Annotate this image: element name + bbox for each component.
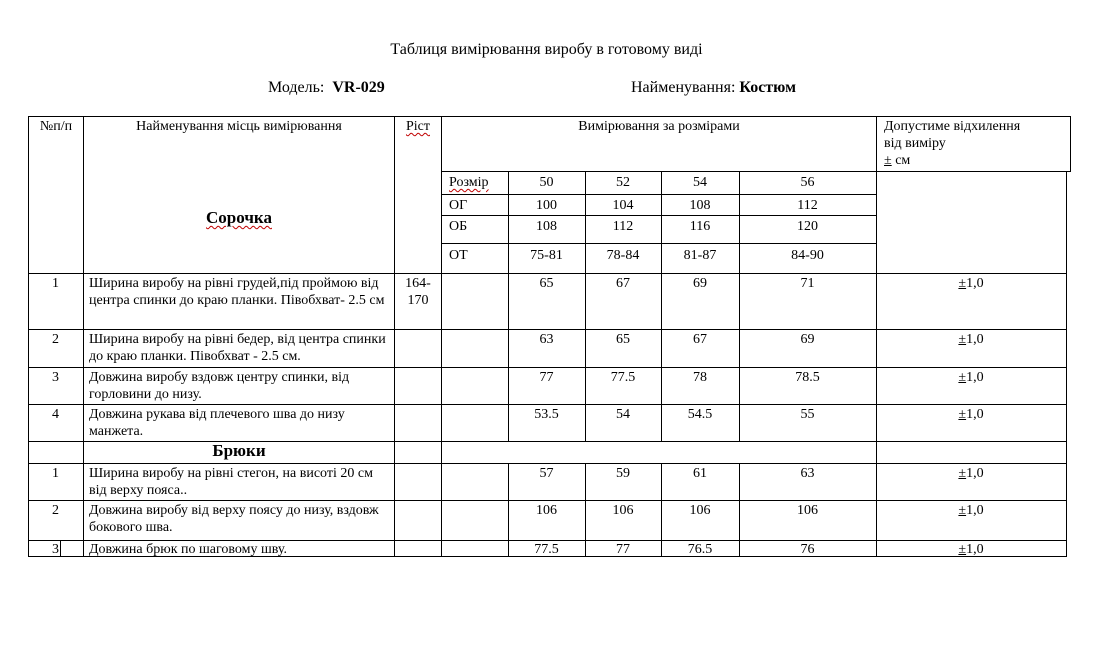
height-value: 170 <box>407 293 429 308</box>
row-tolerance <box>876 465 1066 482</box>
grid-row-label: ОТ <box>449 248 468 263</box>
row-description: Довжина виробу вздовж центру спинки, від горловини до низу. <box>89 370 350 402</box>
row-value: 54 <box>616 407 630 422</box>
row-value: 77.5 <box>610 370 636 385</box>
plus-minus-sign: ± <box>958 276 967 291</box>
row-value: 77.5 <box>534 542 559 557</box>
row-tolerance <box>876 406 1066 423</box>
size-value: 50 <box>539 175 554 190</box>
row-tolerance <box>876 502 1066 519</box>
table-rule <box>28 367 1067 368</box>
table-rule <box>441 116 442 557</box>
table-rule <box>1066 171 1067 557</box>
grid-value: 75-81 <box>530 248 563 263</box>
size-value: 56 <box>800 175 815 190</box>
row-number: 1 <box>52 276 59 291</box>
row-number: 1 <box>52 466 59 481</box>
table-rule <box>28 500 1067 501</box>
tolerance-value: 1,0 <box>966 542 984 557</box>
row-value: 63 <box>800 466 815 481</box>
row-value: 65 <box>616 332 630 347</box>
header-sizes: Вимірювання за розмірами <box>578 119 740 134</box>
row-value: 55 <box>800 407 815 422</box>
row-value: 76 <box>800 542 815 557</box>
grid-value: 112 <box>797 198 818 213</box>
row-description: Довжина брюк по шаговому шву. <box>89 542 288 557</box>
header-tolerance: Допустиме відхилення <box>884 119 1021 134</box>
row-value: 106 <box>797 503 818 518</box>
row-value: 77 <box>616 542 630 557</box>
table-rule <box>83 116 84 557</box>
model-value: VR-029 <box>332 79 385 96</box>
grid-value: 84-90 <box>791 248 824 263</box>
plus-minus-sign: ± <box>958 332 967 347</box>
row-number: 3 <box>52 542 59 557</box>
plus-minus-sign: ± <box>958 503 967 518</box>
plus-minus-sign: ± <box>958 466 967 481</box>
row-tolerance <box>876 541 1066 558</box>
row-tolerance <box>876 275 1066 292</box>
page-title: Таблиця вимірювання виробу в готовому виді <box>390 41 703 58</box>
header-height: Ріст <box>405 119 430 134</box>
size-label: Розмір <box>449 175 489 190</box>
model-line <box>268 79 385 97</box>
grid-value: 108 <box>689 198 711 213</box>
tolerance-value: 1,0 <box>966 503 984 518</box>
row-value: 57 <box>539 466 554 481</box>
section-title-shirt: Сорочка <box>206 208 272 227</box>
table-rule <box>28 329 1067 330</box>
tolerance-unit: см <box>891 153 911 168</box>
tolerance-value: 1,0 <box>966 370 984 385</box>
size-value: 54 <box>693 175 707 190</box>
header-place: Найменування місць вимірювання <box>136 119 342 134</box>
grid-value: 104 <box>612 198 634 213</box>
row-value: 53.5 <box>534 407 559 422</box>
row-description: Довжина рукава від плечевого шва до низу манжета. <box>89 407 345 439</box>
row-description: Ширина виробу на рівні грудей,під проймою від центра спинки до краю планки. Півобхват- 2.5 см <box>89 276 385 308</box>
tolerance-value: 1,0 <box>966 276 984 291</box>
section-title-trousers: Брюки <box>212 441 266 460</box>
row-tolerance <box>876 331 1066 348</box>
product-line <box>631 79 796 97</box>
table-rule <box>441 194 876 195</box>
row-value: 67 <box>616 276 630 291</box>
table-rule <box>441 171 1071 172</box>
plus-minus-sign: ± <box>958 407 967 422</box>
grid-value: 112 <box>612 219 634 234</box>
height-value: 164- <box>405 276 431 291</box>
table-top-rule <box>28 116 1071 117</box>
product-label: Найменування: <box>631 79 736 96</box>
grid-value: 78-84 <box>606 248 640 263</box>
table-rule <box>1070 116 1071 172</box>
row-value: 63 <box>539 332 554 347</box>
header-num: №п/п <box>39 119 73 134</box>
plus-minus-sign: ± <box>958 542 967 557</box>
row-value: 77 <box>539 370 554 385</box>
row-number: 2 <box>52 503 59 518</box>
grid-row-label: ОБ <box>449 219 468 234</box>
row-tolerance <box>876 369 1066 386</box>
row-value: 71 <box>800 276 815 291</box>
row-value: 69 <box>800 332 815 347</box>
row-value: 67 <box>693 332 707 347</box>
table-rule <box>441 243 876 244</box>
row-value: 76.5 <box>687 542 713 557</box>
row-value: 106 <box>689 503 711 518</box>
row-value: 78.5 <box>795 370 820 385</box>
header-tolerance-line3 <box>884 152 910 169</box>
header-tolerance-line2: від виміру <box>884 136 946 151</box>
row-description: Ширина виробу на рівні бедер, від центра спинки до краю планки. Півобхват - 2.5 см. <box>89 332 386 364</box>
plus-minus-sign: ± <box>884 153 892 168</box>
row-number: 2 <box>52 332 59 347</box>
table-rule <box>28 463 1067 464</box>
plus-minus-sign: ± <box>958 370 967 385</box>
grid-value: 120 <box>797 219 818 234</box>
row-number: 3 <box>52 370 59 385</box>
model-label: Модель: <box>268 79 325 96</box>
table-rule <box>28 273 1067 274</box>
row-value: 69 <box>693 276 707 291</box>
row-value: 106 <box>612 503 634 518</box>
row-value: 106 <box>536 503 557 518</box>
table-rule <box>28 404 1067 405</box>
size-value: 52 <box>616 175 630 190</box>
grid-value: 116 <box>689 219 711 234</box>
grid-row-label: ОГ <box>449 198 468 213</box>
row-value: 54.5 <box>687 407 713 422</box>
grid-value: 108 <box>536 219 557 234</box>
row-description: Довжина виробу від верху поясу до низу, вздовж бокового шва. <box>89 503 379 535</box>
row-number: 4 <box>52 407 59 422</box>
tolerance-value: 1,0 <box>966 407 984 422</box>
grid-value: 100 <box>536 198 557 213</box>
row-value: 61 <box>693 466 707 481</box>
tolerance-value: 1,0 <box>966 332 984 347</box>
product-value: Костюм <box>739 79 797 96</box>
table-rule <box>441 215 876 216</box>
row-description: Ширина виробу на рівні стегон, на висоті 20 см від верху пояса.. <box>89 466 373 498</box>
row-value: 65 <box>539 276 554 291</box>
tolerance-value: 1,0 <box>966 466 984 481</box>
row-value: 59 <box>616 466 630 481</box>
grid-value: 81-87 <box>683 248 717 263</box>
row-value: 78 <box>693 370 707 385</box>
table-rule <box>394 116 395 557</box>
